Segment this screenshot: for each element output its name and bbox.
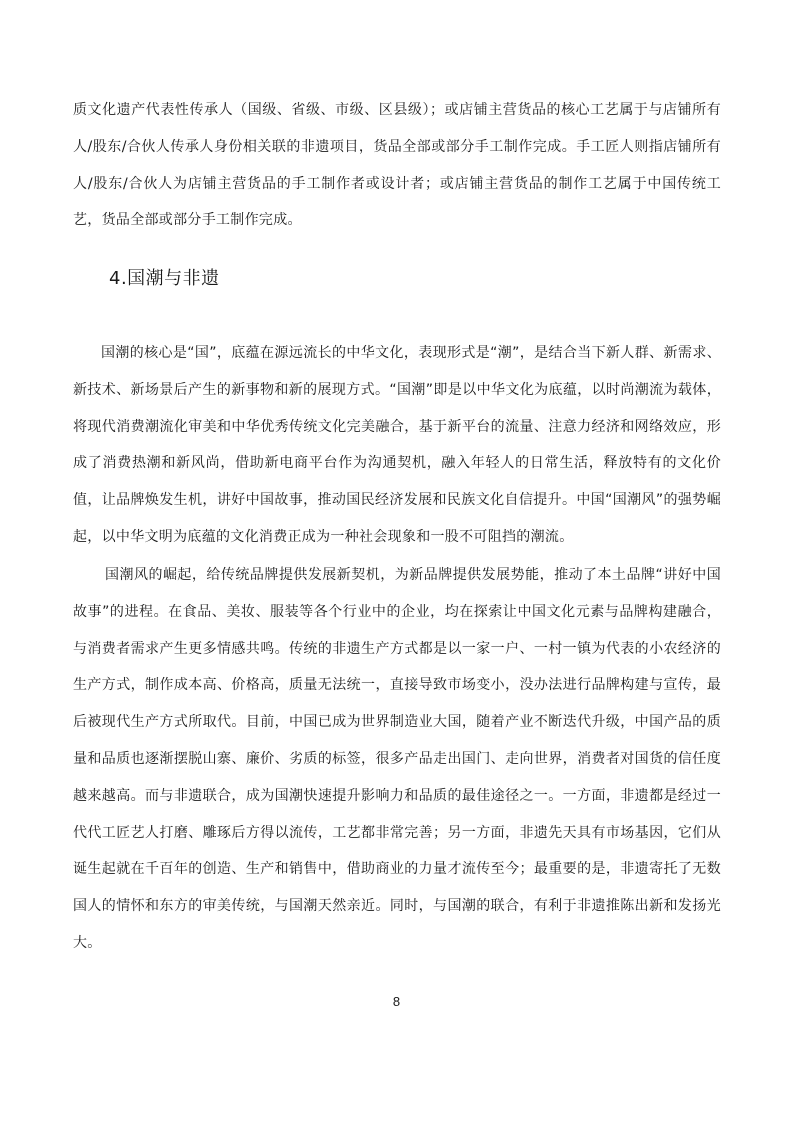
body-paragraph: 国潮风的崛起，给传统品牌提供发展新契机，为新品牌提供发展势能，推动了本土品牌“讲好中国故事”的进程。在食品、美妆、服装等各个行业中的企业，均在探索让中国文化元素与品牌构建融合，与消费者需求产生更多情感共鸣。传统的非遗生产方式都是以一家一户、一村一镇为代表的小农经济的生产方式，制作成本高、价格高，质量无法统一，直接导致市场变小，没办法进行品牌构建与宣传，最后被现代生产方式所取代。目前，中国已成为世界制造业大国，随着产业不断迭代升级，中国产品的质量和品质也逐渐摆脱山寨、廉价、劣质的标签，很多产品走出国门、走向世界，消费者对国货的信任度越来越高。而与非遗联合，成为国潮快速提升影响力和品质的最佳途径之一。一方面，非遗都是经过一代代工匠艺人打磨、雕琢后方得以流传，工艺都非常完善；另一方面，非遗先天具有市场基因，它们从诞生起就在千百年的创造、生产和销售中，借助商业的力量才流传至今；最重要的是，非遗寄托了无数国人的情怀和东方的审美传统，与国潮天然亲近。同时，与国潮的联合，有利于非遗推陈出新和发扬光大。 [73, 567, 721, 951]
section-heading: 4.国潮与非遗 [109, 268, 220, 289]
intro-paragraph: 质文化遗产代表性传承人（国级、省级、市级、区县级）；或店铺主营货品的核心工艺属于与店铺所有人/股东/合伙人传承人身份相关联的非遗项目，货品全部或部分手工制作完成。手工匠人则指店铺所有人/股东/合伙人为店铺主营货品的手工制作者或设计者；或店铺主营货品的制作工艺属于中国传统工艺，货品全部或部分手工制作完成。 [73, 102, 721, 229]
body-paragraph: 国潮的核心是“国”，底蕴在源远流长的中华文化，表现形式是“潮”，是结合当下新人群、新需求、新技术、新场景后产生的新事物和新的展现方式。“国潮”即是以中华文化为底蕴，以时尚潮流为载体，将现代消费潮流化审美和中华优秀传统文化完美融合，基于新平台的流量、注意力经济和网络效应，形成了消费热潮和新风尚，借助新电商平台作为沟通契机，融入年轻人的日常生活，释放特有的文化价值，让品牌焕发生机，讲好中国故事，推动国民经济发展和民族文化自信提升。中国“国潮风”的强势崛起，以中华文明为底蕴的文化消费正成为一种社会现象和一股不可阻挡的潮流。 [73, 345, 721, 545]
page-number: 8 [392, 994, 401, 1009]
